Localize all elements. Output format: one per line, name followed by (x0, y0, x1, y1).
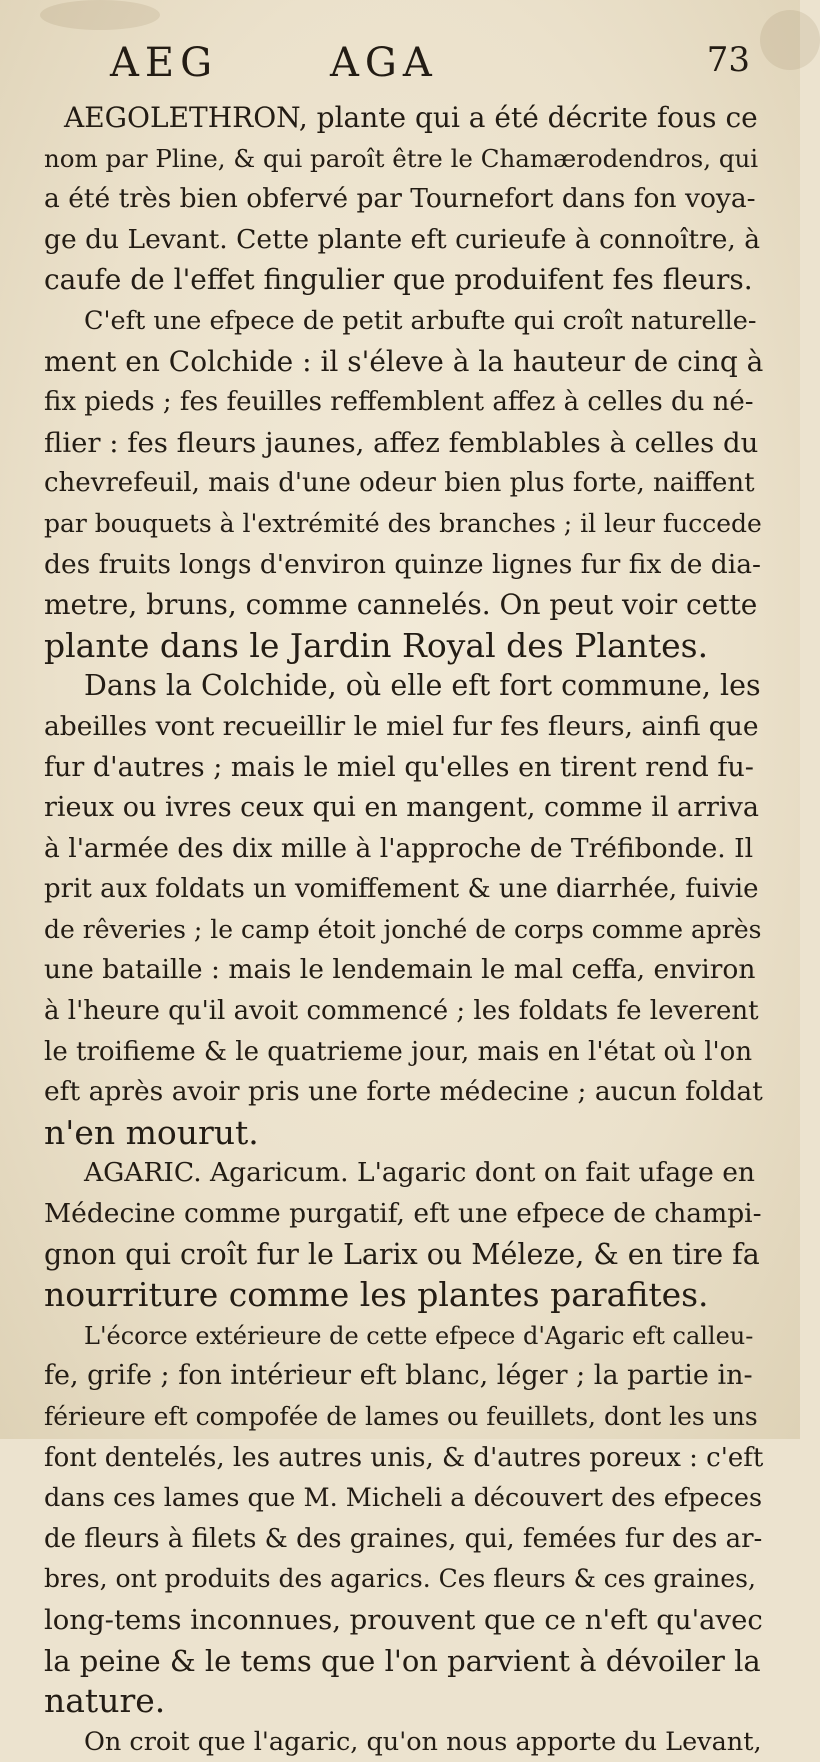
page-number: 73 (706, 40, 750, 80)
paper-stain (760, 10, 820, 70)
text-line: le troifieme & le quatrieme jour, mais en l'état où l'on (44, 1036, 753, 1067)
text-line: long-tems inconnues, prouvent que ce n'eft qu'avec (44, 1603, 763, 1636)
text-line: une bataille : mais le lendemain le mal ceffa, environ (44, 954, 756, 986)
paper-stain (40, 0, 160, 30)
header-middle-word: AGA (330, 40, 438, 86)
text-line: C'eft une efpece de petit arbufte qui croît naturelle- (84, 305, 757, 336)
text-line: plante dans le Jardin Royal des Plantes. (44, 625, 709, 665)
text-line: L'écorce extérieure de cette efpece d'Agaric eft calleu- (84, 1321, 754, 1350)
text-line: eft après avoir pris une forte médecine ; aucun foldat (44, 1076, 763, 1108)
text-line: fix pieds ; fes feuilles reffemblent affez à celles du né- (44, 387, 754, 418)
text-line: à l'heure qu'il avoit commencé ; les foldats fe leverent (44, 996, 759, 1027)
text-line: Médecine comme purgatif, eft une efpece de champi- (44, 1198, 762, 1230)
text-line: chevrefeuil, mais d'une odeur bien plus forte, naiffent (44, 468, 755, 499)
text-line: nom par Pline, & qui paroît être le Chamærodendros, qui (44, 143, 759, 173)
text-line: prit aux foldats un vomiffement & une diarrhée, fuivie (44, 874, 759, 905)
text-line: à l'armée des dix mille à l'approche de Tréfibonde. Il (44, 832, 754, 864)
text-line: abeilles vont recueillir le miel fur fes fleurs, ainfi que (44, 710, 759, 742)
text-line: dans ces lames que M. Micheli a découvert des efpeces (44, 1483, 763, 1514)
text-line: de fleurs à filets & des graines, qui, femées fur des ar- (44, 1523, 763, 1554)
text-line: fe, grife ; fon intérieur eft blanc, léger ; la partie in- (44, 1360, 753, 1392)
text-line: nourriture comme les plantes parafites. (44, 1275, 709, 1315)
text-line: la peine & le tems que l'on parvient à dévoiler la (44, 1643, 761, 1678)
text-line: férieure eft compofée de lames ou feuillets, dont les uns (44, 1402, 758, 1431)
running-header (60, 40, 750, 92)
text-line: par bouquets à l'extrémité des branches ; il leur fuccede (44, 508, 762, 538)
text-line: des fruits longs d'environ quinze lignes fur fix de dia- (44, 548, 762, 580)
text-line: flier : fes fleurs jaunes, affez femblables à celles du (44, 426, 759, 459)
text-line: Dans la Colchide, où elle eft fort commune, les (84, 669, 761, 703)
text-line: metre, bruns, comme cannelés. On peut voir cette (44, 588, 758, 622)
text-line: caufe de l'effet fingulier que produifent fes fleurs. (44, 263, 753, 297)
text-line: On croit que l'agaric, qu'on nous apporte du Levant, (84, 1726, 762, 1757)
text-line: AEGOLETHRON, plante qui a été décrite fous ce (64, 101, 758, 134)
text-line: fur d'autres ; mais le miel qu'elles en tirent rend fu- (44, 751, 754, 783)
header-left-word: AEG (110, 40, 219, 86)
body-text (44, 98, 764, 1762)
text-line: de rêveries ; le camp étoit jonché de corps comme après (44, 914, 762, 944)
text-line: a été très bien obfervé par Tournefort dans fon voya- (44, 183, 756, 215)
text-line: nature. (44, 1681, 166, 1721)
text-line: ment en Colchide : il s'éleve à la hauteur de cinq à (44, 344, 764, 378)
text-line: ge du Levant. Cette plante eft curieufe à connoître, à (44, 223, 761, 255)
text-line: AGARIC. Agaricum. L'agaric dont on fait ufage en (84, 1157, 755, 1189)
text-line: gnon qui croît fur le Larix ou Méleze, & en tire fa (44, 1237, 760, 1271)
text-line: n'en mourut. (44, 1112, 259, 1152)
text-line: rieux ou ivres ceux qui en mangent, comme il arriva (44, 792, 759, 824)
text-line: bres, ont produits des agarics. Ces fleurs & ces graines, (44, 1564, 756, 1594)
text-line: font dentelés, les autres unis, & d'autres poreux : c'eft (44, 1442, 764, 1473)
